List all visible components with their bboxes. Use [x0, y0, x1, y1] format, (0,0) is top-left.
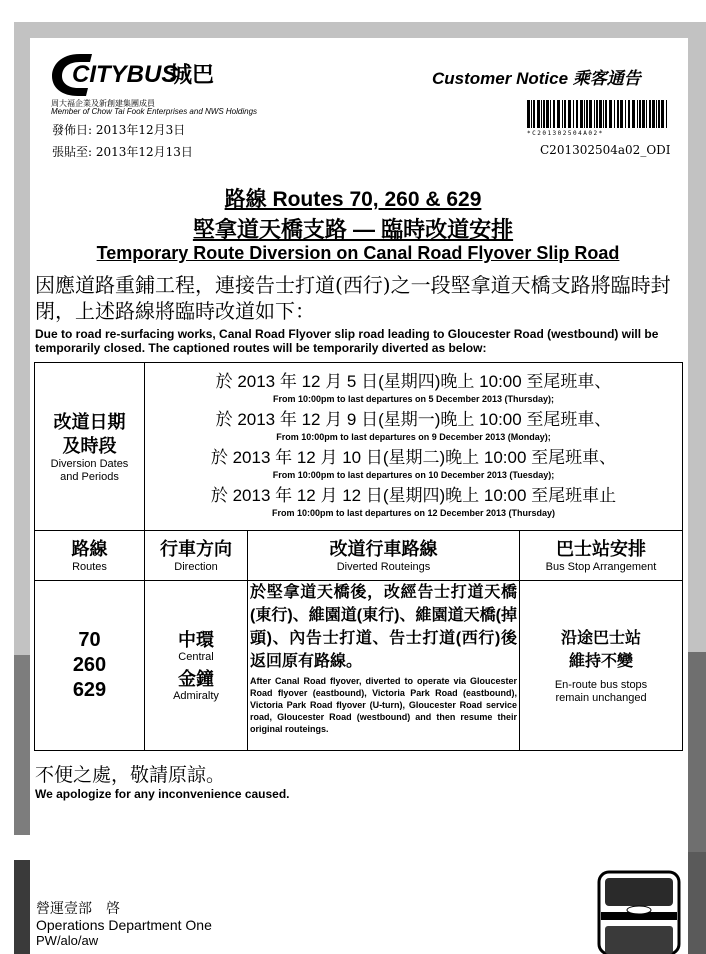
intro-en: Due to road re-surfacing works, Canal Road Flyover slip road leading to Gloucester Road (westbound) will be temporarily closed. The captioned routes will be temporarily diverted as below:: [35, 327, 659, 355]
issue-date: 發佈日: 2013年12月3日: [52, 123, 186, 137]
stops-header: [520, 531, 683, 581]
date-en-4: From 10:00pm to last departures on 12 December 2013 (Thursday): [271, 507, 556, 518]
post-until-date: 張貼至: 2013年12月13日: [52, 145, 193, 159]
customer-notice-label: Customer Notice 乘客通告: [432, 69, 641, 88]
logo-text: CITYBUS: [72, 61, 178, 88]
diversion-table: [34, 362, 683, 751]
frame-bottom-right-bar: [688, 852, 706, 954]
title-zh-text: 堅拿道天橋支路 — 臨時改道安排: [192, 217, 514, 242]
dates-label-en-1: Diversion Dates: [50, 457, 129, 470]
direction-2-zh: 金鐘: [178, 668, 214, 689]
stops-header-en: Bus Stop Arrangement: [545, 561, 657, 573]
dates-label-zh-2: 及時段: [62, 435, 117, 456]
apology-en: We apologize for any inconvenience caused.: [35, 787, 290, 801]
date-zh-3: 於 2013 年 12 月 10 日(星期二)晚上 10:00 至尾班車、: [210, 447, 617, 467]
bus-icon: [593, 868, 685, 954]
title-routes: [0, 183, 706, 213]
reference-code: C201302504a02_ODI: [540, 143, 671, 157]
stops-en-2: remain unchanged: [555, 691, 647, 704]
direction-1-en: Central: [178, 650, 214, 663]
barcode-text: *C201302504A02*: [527, 130, 604, 137]
direction-header-en: Direction: [174, 561, 218, 573]
member-en: Member of Chow Tai Fook Enterprises and NWS Holdings: [51, 107, 258, 116]
date-zh-2: 於 2013 年 12 月 9 日(星期一)晚上 10:00 至尾班車、: [215, 409, 612, 429]
route-number: 70: [78, 629, 101, 651]
department-en: Operations Department One: [36, 917, 212, 933]
citybus-logo-icon: [50, 50, 225, 98]
header-row: [35, 531, 683, 581]
direction-1-zh: 中環: [178, 629, 214, 650]
apology-zh: 不便之處，敬請原諒。: [35, 764, 226, 786]
direction-header-zh: 行車方向: [160, 539, 232, 559]
frame-right-bar: [688, 22, 706, 652]
date-en-2: From 10:00pm to last departures on 9 December 2013 (Monday);: [276, 431, 551, 442]
dates-list-cell: [145, 363, 683, 531]
diverted-header: [248, 531, 520, 581]
dates-label-cell: [35, 363, 145, 531]
dates-label-en-2: and Periods: [60, 470, 119, 483]
frame-top-bar: [14, 22, 692, 38]
route-number: 629: [72, 679, 107, 701]
dates-label-zh-1: 改道日期: [53, 411, 126, 432]
title-routes-text: 路線 Routes 70, 260 & 629: [224, 188, 482, 211]
barcode-icon: [527, 100, 667, 128]
date-en-3: From 10:00pm to last departures on 10 December 2013 (Tuesday);: [272, 469, 555, 480]
member-zh: 周大福企業及新創建集團成員: [51, 99, 155, 108]
diverted-cell: [248, 581, 520, 751]
stops-header-zh: 巴士站安排: [556, 539, 647, 559]
diverted-header-zh: 改道行車路線: [329, 539, 438, 559]
stops-cell: [520, 581, 683, 751]
title-en: [0, 243, 706, 264]
logo-text-zh: 城巴: [170, 63, 215, 88]
frame-left-dark-bar: [14, 655, 30, 835]
diverted-header-en: Diverted Routeings: [336, 561, 431, 573]
dates-row: [35, 363, 683, 531]
direction-cell: [145, 581, 248, 751]
department-zh: 營運壹部 啓: [36, 901, 120, 917]
intro-zh: 因應道路重鋪工程，連接告士打道(西行)之一段堅拿道天橋支路將臨時封閉，上述路線將臨時改道如下：: [35, 273, 671, 323]
table-row: [35, 581, 683, 751]
direction-2-en: Admiralty: [173, 689, 219, 702]
frame-bottom-left-bar: [14, 860, 30, 954]
stops-en-1: En-route bus stops: [554, 678, 648, 691]
date-zh-1: 於 2013 年 12 月 5 日(星期四)晚上 10:00 至尾班車、: [215, 371, 612, 391]
diverted-routeing-en: After Canal Road flyover, diverted to operate via Gloucester Road flyover (eastbound), Victoria Park Road (eastbound), Victoria Park Road flyover (U-turn), Gloucester Road service road, Gloucester Road (westbound) and then resume their original routeings.: [250, 676, 517, 734]
routes-header-zh: 路線: [71, 539, 108, 559]
date-en-1: From 10:00pm to last departures on 5 December 2013 (Thursday);: [272, 393, 555, 404]
routes-header: [35, 531, 145, 581]
stops-zh-2: 維持不變: [569, 652, 634, 670]
stops-zh-1: 沿途巴士站: [561, 629, 642, 647]
frame-right-dark-bar: [688, 652, 706, 852]
date-zh-4: 於 2013 年 12 月 12 日(星期四)晚上 10:00 至尾班車止: [210, 485, 617, 505]
diverted-routeing-zh: 於堅拿道天橋後，改經告士打道天橋(東行)、維園道(東行)、維園道天橋(掉頭)、內告士打道、告士打道(西行)後返回原有路線。: [250, 584, 517, 670]
direction-header: [145, 531, 248, 581]
route-number: 260: [72, 654, 107, 676]
title-en-text: Temporary Route Diversion on Canal Road Flyover Slip Road: [96, 243, 620, 263]
routes-header-en: Routes: [72, 561, 107, 573]
routes-cell: [35, 581, 145, 751]
title-zh: [0, 213, 706, 244]
department-code: PW/alo/aw: [36, 933, 99, 948]
